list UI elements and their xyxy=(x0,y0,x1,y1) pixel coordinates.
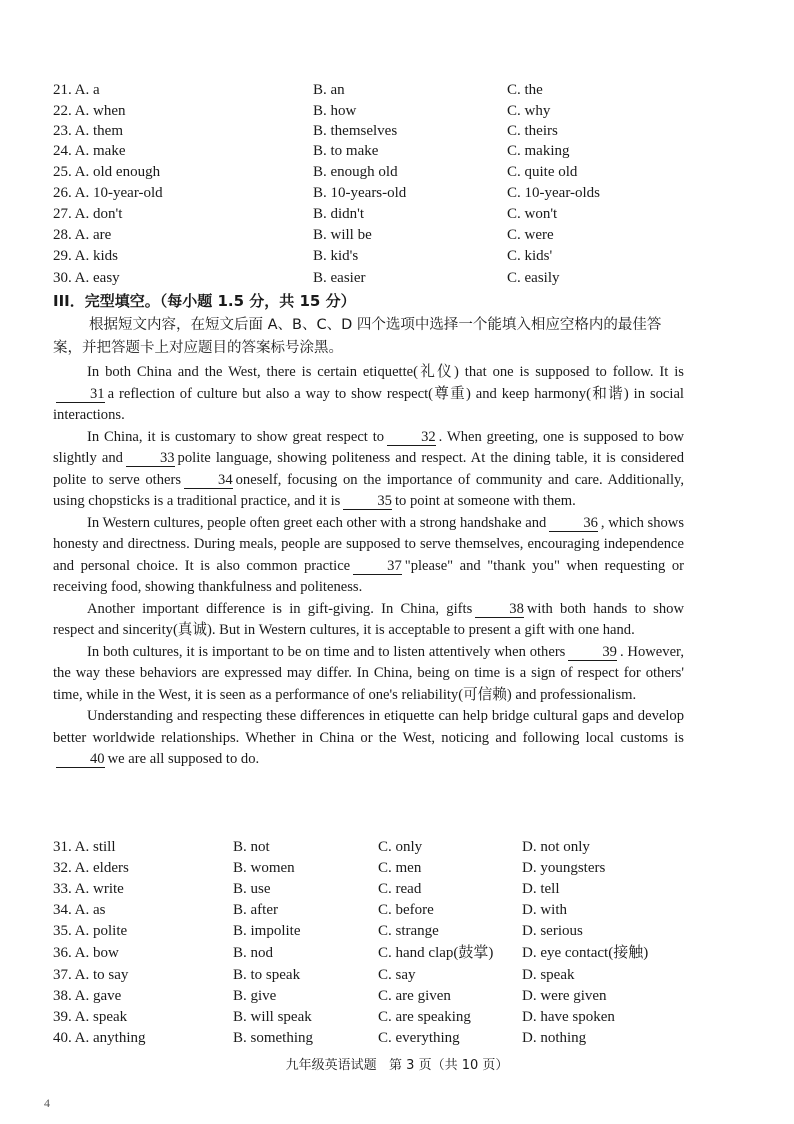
option-c: C. the xyxy=(507,82,543,98)
option-a: 33. A. write xyxy=(53,881,124,897)
option-a: 29. A. kids xyxy=(53,248,119,264)
blank-31: 31 xyxy=(56,387,105,403)
paragraph: In both cultures, it is important to be on time and to listen attentively when others 39 . However, the way these behaviors are expressed may differ. In China, being on time is a sign of respect for others' time, while in the West, it is seen as a performance of one's reliability(可信赖) and professionalism. xyxy=(53,643,684,703)
option-a: 31. A. still xyxy=(53,839,116,855)
option-row xyxy=(0,943,794,963)
option-c: C. were xyxy=(507,227,554,243)
option-a: 25. A. old enough xyxy=(53,164,161,180)
paragraph: In Western cultures, people often greet each other with a strong handshake and 36 , which shows honesty and directness. During meals, people are supposed to serve themselves, encouraging independence and personal choice. It is also common practice 37 "please" and "thank you" when requesting or receiving food, showing thankfulness and politeness. xyxy=(53,514,685,595)
option-c: C. are speaking xyxy=(378,1009,471,1025)
blank-35: 35 xyxy=(343,494,392,510)
option-row xyxy=(0,101,794,121)
option-row xyxy=(0,879,794,899)
option-c: C. everything xyxy=(378,1030,460,1046)
option-a: 36. A. bow xyxy=(53,945,119,961)
blank-37: 37 xyxy=(353,559,402,575)
option-b: B. enough old xyxy=(313,164,398,180)
option-b: B. didn't xyxy=(313,206,365,222)
option-d: D. eye contact(接触) xyxy=(522,945,649,961)
option-d: D. youngsters xyxy=(522,860,606,876)
option-a: 30. A. easy xyxy=(53,270,120,286)
option-row xyxy=(0,121,794,141)
option-d: D. were given xyxy=(522,988,607,1004)
option-b: B. nod xyxy=(233,945,274,961)
option-c: C. are given xyxy=(378,988,451,1004)
option-a: 32. A. elders xyxy=(53,860,129,876)
option-row xyxy=(0,162,794,182)
option-row xyxy=(0,204,794,224)
option-a: 27. A. don't xyxy=(53,206,123,222)
section-instruction: 根据短文内容，在短文后面 A、B、C、D 四个选项中选择一个能填入相应空格内的最佳答案，并把答题卡上对应题目的答案标号涂黑。 xyxy=(53,317,662,356)
option-a: 23. A. them xyxy=(53,123,123,139)
option-c: C. quite old xyxy=(507,164,578,180)
option-row xyxy=(0,268,794,288)
option-d: D. tell xyxy=(522,881,560,897)
option-row xyxy=(0,837,794,857)
option-row xyxy=(0,246,794,266)
option-d: D. speak xyxy=(522,967,575,983)
option-a: 39. A. speak xyxy=(53,1009,128,1025)
option-c: C. won't xyxy=(507,206,558,222)
option-b: B. not xyxy=(233,839,270,855)
blank-34: 34 xyxy=(184,473,233,489)
option-c: C. making xyxy=(507,143,570,159)
option-c: C. say xyxy=(378,967,416,983)
option-a: 38. A. gave xyxy=(53,988,122,1004)
option-a: 22. A. when xyxy=(53,103,126,119)
blank-33: 33 xyxy=(126,451,175,467)
option-b: B. after xyxy=(233,902,278,918)
option-c: C. theirs xyxy=(507,123,558,139)
option-c: C. read xyxy=(378,881,422,897)
option-b: B. will speak xyxy=(233,1009,312,1025)
paragraph: Another important difference is in gift-giving. In China, gifts 38 with both hands to show respect and sincerity(真诚). But in Western cultures, it is acceptable to present a gift with one hand. xyxy=(53,600,684,638)
paragraph: In both China and the West, there is certain etiquette(礼仪) that one is supposed to follow. It is31 a reflection of culture but also a way to show respect(尊重) and keep harmony(和谐) in social interactions. xyxy=(53,364,684,423)
option-a: 34. A. as xyxy=(53,902,106,918)
blank-38: 38 xyxy=(475,602,524,618)
footer-page-number: 第 3 页（共 10 页） xyxy=(389,1058,509,1073)
option-row xyxy=(0,225,794,245)
option-b: B. an xyxy=(313,82,345,98)
option-c: C. kids' xyxy=(507,248,553,264)
blank-32: 32 xyxy=(387,430,436,446)
option-c: C. only xyxy=(378,839,423,855)
option-b: B. how xyxy=(313,103,357,119)
page-footer xyxy=(0,1054,794,1073)
option-c: C. easily xyxy=(507,270,560,286)
corner-mark: 4 xyxy=(44,1096,50,1110)
option-row xyxy=(0,921,794,941)
option-row xyxy=(0,141,794,161)
option-a: 28. A. are xyxy=(53,227,112,243)
option-row xyxy=(0,986,794,1006)
blank-36: 36 xyxy=(549,516,598,532)
option-row xyxy=(0,900,794,920)
option-b: B. to make xyxy=(313,143,379,159)
option-row xyxy=(0,965,794,985)
option-b: B. something xyxy=(233,1030,314,1046)
option-b: B. give xyxy=(233,988,277,1004)
option-b: B. use xyxy=(233,881,271,897)
option-d: D. serious xyxy=(522,923,583,939)
option-row xyxy=(0,1028,794,1048)
option-b: B. impolite xyxy=(233,923,301,939)
blank-39: 39 xyxy=(568,645,617,661)
footer-grade: 九年级英语试题 xyxy=(285,1058,377,1073)
option-d: D. with xyxy=(522,902,567,918)
option-a: 24. A. make xyxy=(53,143,126,159)
option-b: B. to speak xyxy=(233,967,301,983)
option-b: B. will be xyxy=(313,227,372,243)
option-c: C. 10-year-olds xyxy=(507,185,601,201)
option-a: 37. A. to say xyxy=(53,967,129,983)
option-c: C. men xyxy=(378,860,422,876)
option-c: C. before xyxy=(378,902,434,918)
option-b: B. easier xyxy=(313,270,366,286)
option-a: 26. A. 10-year-old xyxy=(53,185,163,201)
option-row xyxy=(0,1007,794,1027)
option-c: C. strange xyxy=(378,923,439,939)
option-row xyxy=(0,183,794,203)
option-b: B. 10-years-old xyxy=(313,185,407,201)
option-a: 40. A. anything xyxy=(53,1030,146,1046)
paragraph: Understanding and respecting these differences in etiquette can help bridge cultural gaps and develop better worldwide relationships. Whether in China or the West, noticing and following local customs is40 we are all supposed to do. xyxy=(53,708,684,767)
option-b: B. kid's xyxy=(313,248,359,264)
option-d: D. not only xyxy=(522,839,590,855)
option-a: 35. A. polite xyxy=(53,923,128,939)
option-b: B. themselves xyxy=(313,123,398,139)
cloze-passage xyxy=(53,362,684,771)
option-row xyxy=(0,80,794,100)
paragraph: In China, it is customary to show great respect to 32 . When greeting, one is supposed to bow slightly and 33 polite language, showing politeness and respect. At the dining table, it is considered polite to serve others 34 oneself, focusing on the importance of community and care. Additionally, using chopsticks is a traditional practice, and it is 35 to point at someone with them. xyxy=(53,428,685,509)
option-a: 21. A. a xyxy=(53,82,100,98)
option-b: B. women xyxy=(233,860,295,876)
option-c: C. why xyxy=(507,103,551,119)
section-heading: III．完型填空。（每小题 1.5 分，共 15 分） xyxy=(53,292,356,310)
option-row xyxy=(0,858,794,878)
option-d: D. nothing xyxy=(522,1030,587,1046)
option-d: D. have spoken xyxy=(522,1009,615,1025)
option-c: C. hand clap(鼓掌) xyxy=(378,945,494,961)
blank-40: 40 xyxy=(56,752,105,768)
